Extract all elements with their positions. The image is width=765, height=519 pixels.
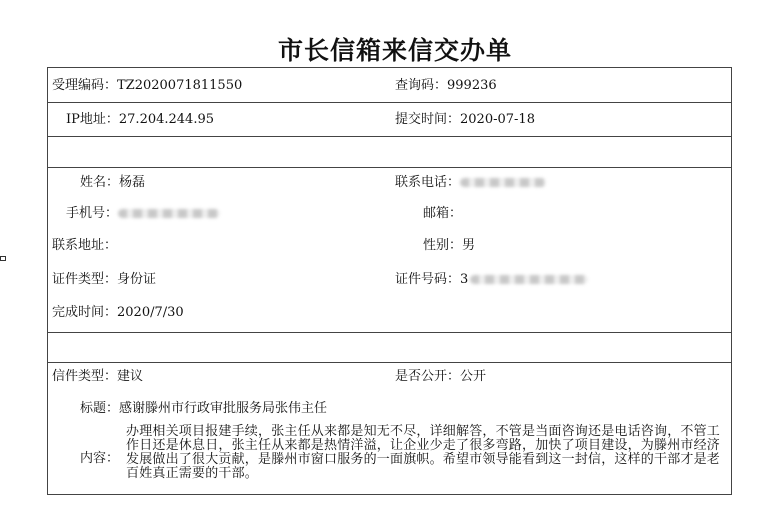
ip-label: IP地址：	[66, 112, 119, 127]
email-label: 邮箱：	[423, 206, 463, 221]
content-text: 办理相关项目报建手续，张主任从来都是知无不尽，详细解答，不管是当面咨询还是电话咨询，不管工作日还是休息日，张主任从来都是热情洋溢，让企业少走了很多弯路，加快了项目建设，为滕州市经济发展做出了很大贡献，是滕州市窗口服务的一面旗帜。希望市领导能看到这一封信，这样的干部才是老百姓真正需要的干部。	[126, 424, 721, 481]
contact-phone-field	[395, 175, 546, 191]
name-value: 杨磊	[119, 175, 146, 190]
id-number-redacted	[470, 275, 588, 284]
query-code-label: 查询码：	[395, 78, 448, 93]
subject-label: 标题：	[80, 401, 120, 416]
subject-value: 感谢滕州市行政审批服务局张伟主任	[119, 401, 328, 416]
public-field	[395, 369, 486, 385]
public-value: 公开	[460, 369, 487, 384]
finish-time-field	[52, 305, 184, 321]
id-number-value: 3	[460, 272, 469, 287]
mobile-field	[66, 206, 220, 222]
row-divider	[48, 167, 731, 168]
gender-field	[423, 238, 475, 254]
id-number-label: 证件号码：	[395, 272, 461, 287]
gender-value: 男	[462, 238, 476, 253]
ip-field	[66, 112, 214, 128]
margin-mark	[0, 256, 6, 261]
row-divider	[48, 136, 731, 137]
letter-type-field	[52, 369, 143, 385]
receipt-number-value: TZ2020071811550	[117, 78, 243, 93]
row-divider	[48, 102, 731, 103]
row-divider	[48, 332, 731, 333]
contact-phone-redacted	[460, 178, 546, 187]
letter-form	[47, 67, 732, 495]
ip-value: 27.204.244.95	[118, 112, 214, 127]
id-type-label: 证件类型：	[52, 272, 118, 287]
row-divider	[48, 362, 731, 363]
id-type-value: 身份证	[117, 272, 157, 287]
finish-time-value: 2020/7/30	[117, 305, 184, 320]
gender-label: 性别：	[423, 238, 463, 253]
public-label: 是否公开：	[395, 369, 461, 384]
submit-time-value: 2020-07-18	[460, 112, 535, 127]
submit-time-field	[395, 112, 535, 128]
query-code-field	[395, 78, 497, 94]
subject-field	[80, 401, 327, 417]
address-label: 联系地址：	[52, 238, 118, 253]
mobile-redacted	[118, 209, 220, 218]
name-field	[80, 175, 145, 191]
query-code-value: 999236	[447, 78, 497, 93]
contact-phone-label: 联系电话：	[395, 175, 461, 190]
content-label: 内容：	[80, 451, 120, 466]
email-field	[423, 206, 462, 222]
name-label: 姓名：	[80, 175, 120, 190]
mobile-label: 手机号：	[66, 206, 119, 221]
document-title: 市长信箱来信交办单	[277, 36, 512, 65]
receipt-number-label: 受理编码：	[52, 78, 118, 93]
id-number-field	[395, 272, 588, 288]
finish-time-label: 完成时间：	[52, 305, 118, 320]
letter-type-value: 建议	[117, 369, 144, 384]
letter-type-label: 信件类型：	[52, 369, 118, 384]
receipt-number-field	[52, 78, 242, 94]
id-type-field	[52, 272, 156, 288]
submit-time-label: 提交时间：	[395, 112, 461, 127]
address-field	[52, 238, 117, 254]
